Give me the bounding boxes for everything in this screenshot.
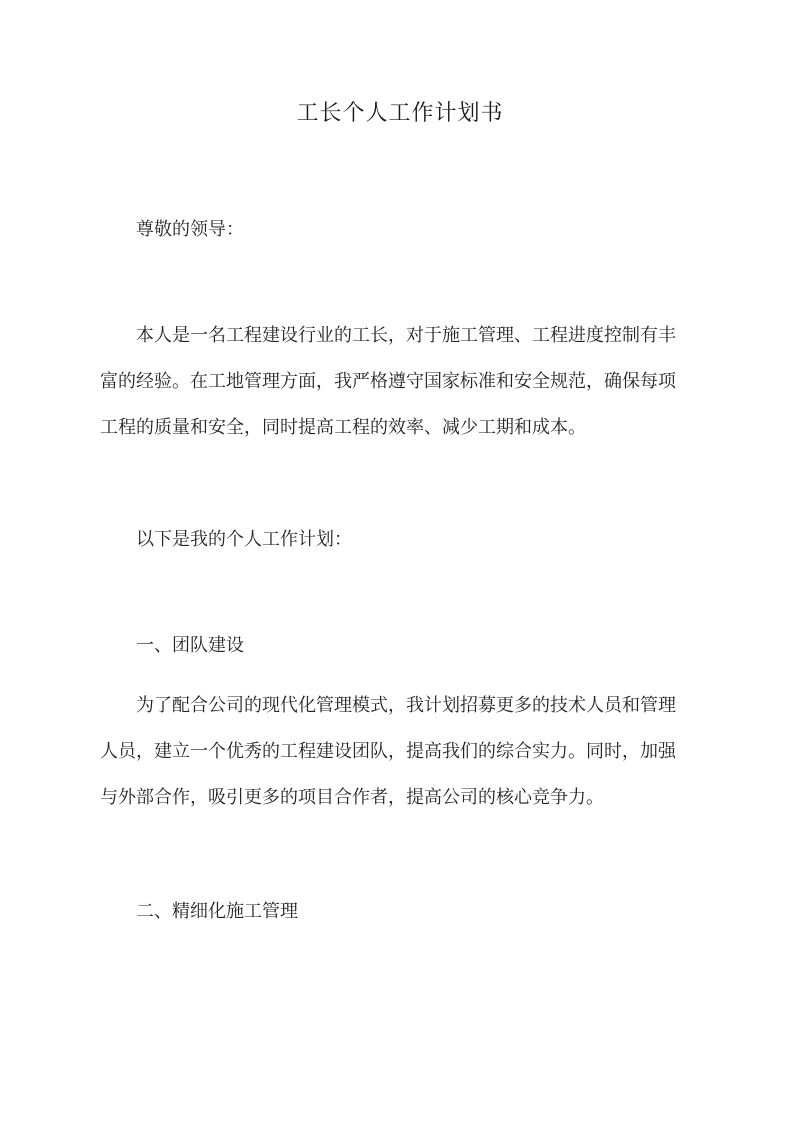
salutation [100,207,700,253]
section2-heading [100,889,700,935]
section1-line-3: 与外部合作，吸引更多的项目合作者，提高公司的核心竞争力。 [100,787,604,808]
salutation-text: 尊敬的领导： [136,219,244,240]
section2-heading-text: 二、精细化施工管理 [136,901,298,922]
section1-heading [100,623,700,669]
document-title: 工长个人工作计划书 [296,101,504,126]
intro-paragraph [100,313,700,451]
section1-line-2: 人员，建立一个优秀的工程建设团队，提高我们的综合实力。同时，加强 [100,741,676,762]
intro-line-3: 工程的质量和安全，同时提高工程的效率、减少工期和成本。 [100,417,586,438]
intro-line-1: 本人是一名工程建设行业的工长，对于施工管理、工程进度控制有丰 [136,325,676,346]
section1-line-1: 为了配合公司的现代化管理模式，我计划招募更多的技术人员和管理 [136,695,676,716]
lead-in-text: 以下是我的个人工作计划： [136,529,352,550]
lead-in [100,517,700,563]
section1-heading-text: 一、团队建设 [136,635,244,656]
intro-line-2: 富的经验。在工地管理方面，我严格遵守国家标准和安全规范，确保每项 [100,371,676,392]
section1-paragraph [100,683,700,821]
